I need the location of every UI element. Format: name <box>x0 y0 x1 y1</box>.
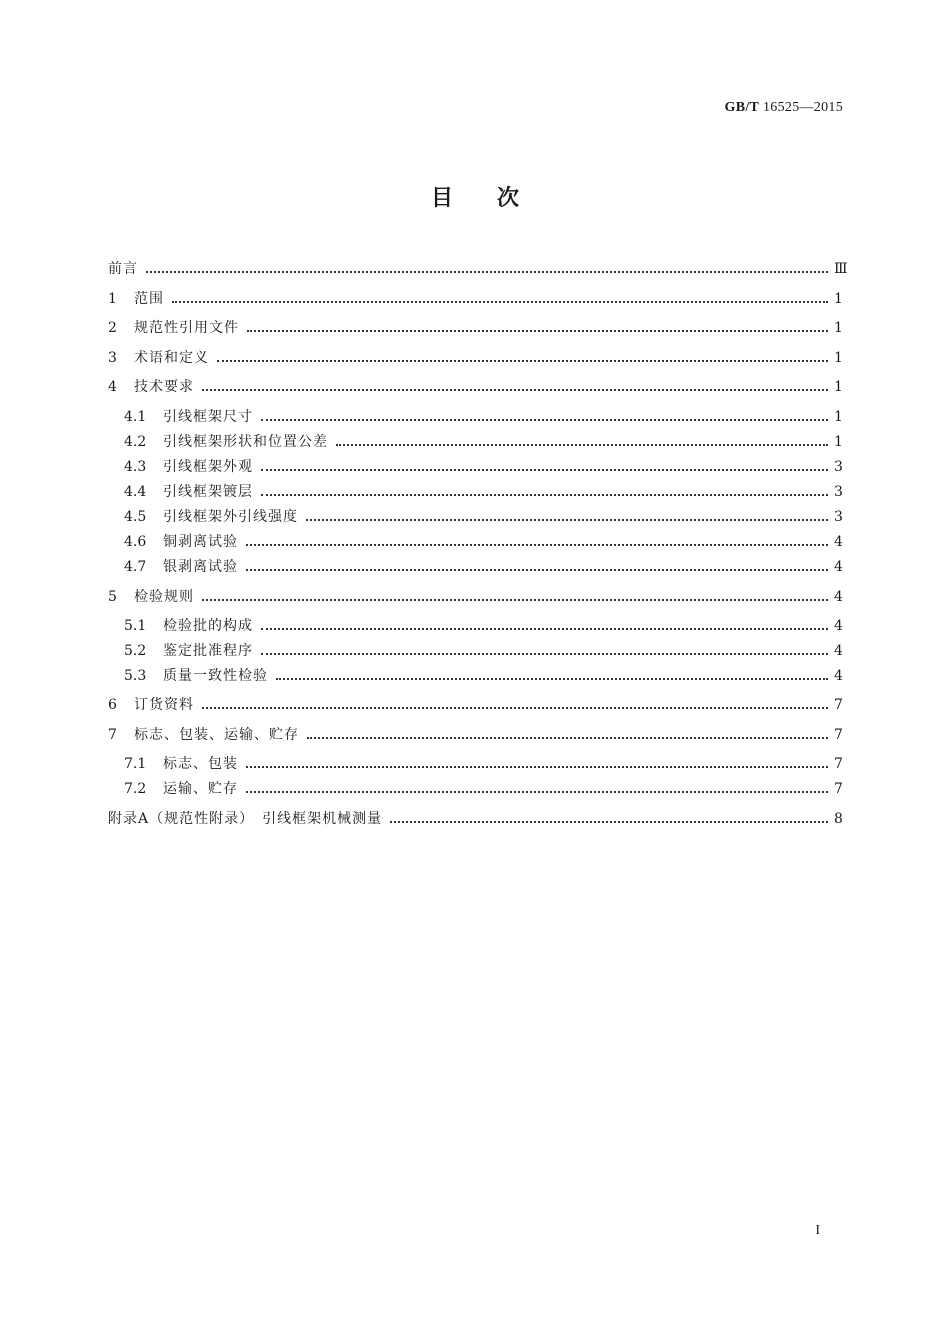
toc-entry-label: 引线框架镀层 <box>163 484 253 500</box>
page-title: 目 次 <box>430 185 519 211</box>
toc-leader-dots <box>247 330 828 332</box>
toc-entry[interactable] <box>108 586 842 606</box>
toc-entry-page: 4 <box>834 559 843 575</box>
toc-entry-label: 引线框架形状和位置公差 <box>163 434 328 450</box>
toc-entry[interactable] <box>108 531 842 551</box>
toc-entry-number: 6 <box>108 697 117 713</box>
toc-entry-page: 8 <box>834 811 843 827</box>
toc-entry-label: 鉴定批准程序 <box>163 643 253 659</box>
toc-entry-label: 引线框架外引线强度 <box>163 509 298 525</box>
toc-entry[interactable] <box>108 317 842 337</box>
toc-leader-dots <box>217 360 828 362</box>
toc-entry-page: 3 <box>834 509 843 525</box>
toc-entry-number: 4.5 <box>124 509 147 525</box>
toc-entry-number: 4.6 <box>124 534 147 550</box>
toc-entry[interactable] <box>108 456 842 476</box>
toc-leader-dots <box>307 737 828 739</box>
toc-leader-dots <box>306 519 828 521</box>
toc-entry[interactable] <box>108 347 842 367</box>
toc-leader-dots <box>336 444 828 446</box>
toc-entry-label: 规范性引用文件 <box>134 320 239 336</box>
toc-leader-dots <box>246 791 828 793</box>
toc-entry-number: 4.7 <box>124 559 147 575</box>
toc-entry-number: 4.3 <box>124 459 147 475</box>
toc-leader-dots <box>246 569 828 571</box>
toc-entry-number: 4.2 <box>124 434 147 450</box>
toc-entry-page: 4 <box>834 589 843 605</box>
toc-leader-dots <box>276 678 828 680</box>
toc-entry-number: 4 <box>108 379 117 395</box>
standard-code <box>725 100 843 116</box>
toc-entry[interactable] <box>108 753 842 773</box>
toc-entry[interactable] <box>108 640 842 660</box>
toc-entry-page: 7 <box>834 756 843 772</box>
toc-entry-number: 4.1 <box>124 409 147 425</box>
toc-entry-page: 1 <box>834 434 843 450</box>
toc-entry[interactable] <box>108 376 842 396</box>
toc-entry[interactable] <box>108 615 842 635</box>
toc-entry-page: 7 <box>834 781 843 797</box>
toc-entry-label: 检验批的构成 <box>163 618 253 634</box>
toc-entry-label: 附录A（规范性附录） 引线框架机械测量 <box>108 811 383 827</box>
toc-entry-label: 订货资料 <box>134 697 194 713</box>
toc-entry-label: 引线框架外观 <box>163 459 253 475</box>
toc-entry-number: 3 <box>108 350 117 366</box>
toc-entry-label: 前言 <box>108 261 138 277</box>
toc-entry-page: 1 <box>834 350 843 366</box>
toc-entry-page: 3 <box>834 459 843 475</box>
toc-entry-label: 质量一致性检验 <box>163 668 268 684</box>
toc-leader-dots <box>261 494 828 496</box>
toc-entry-number: 5.1 <box>124 618 147 634</box>
toc-leader-dots <box>390 821 828 823</box>
toc-entry[interactable] <box>108 665 842 685</box>
toc-entry[interactable] <box>108 288 842 308</box>
toc-entry-label: 铜剥离试验 <box>163 534 238 550</box>
toc-entry-page: 4 <box>834 643 843 659</box>
page-number: I <box>815 1223 820 1238</box>
toc-entry-label: 运输、贮存 <box>163 781 238 797</box>
toc-leader-dots <box>146 271 828 273</box>
toc-entry[interactable] <box>108 556 842 576</box>
toc-entry[interactable] <box>108 724 842 744</box>
toc-entry-page: 1 <box>834 291 843 307</box>
toc-entry-page: 4 <box>834 668 843 684</box>
toc-entry-number: 4.4 <box>124 484 147 500</box>
toc-entry-page: 7 <box>834 697 843 713</box>
toc-leader-dots <box>202 707 828 709</box>
toc-entry-label: 引线框架尺寸 <box>163 409 253 425</box>
toc-entry-number: 7.1 <box>124 756 147 772</box>
toc-entry-label: 范围 <box>134 291 164 307</box>
toc-leader-dots <box>261 628 828 630</box>
toc-leader-dots <box>172 301 828 303</box>
toc-entry-page: Ⅲ <box>834 261 848 277</box>
toc-entry-number: 2 <box>108 320 117 336</box>
toc-entry-number: 5.2 <box>124 643 147 659</box>
toc-entry[interactable] <box>108 506 842 526</box>
toc-entry[interactable] <box>108 808 842 828</box>
toc-entry-page: 1 <box>834 320 843 336</box>
toc-entry-page: 4 <box>834 534 843 550</box>
toc-entry-label: 标志、包装 <box>163 756 238 772</box>
toc-entry[interactable] <box>108 258 848 278</box>
standard-prefix: GB/T <box>724 100 760 115</box>
toc-entry[interactable] <box>108 778 842 798</box>
toc-leader-dots <box>261 469 828 471</box>
toc-entry-number: 5 <box>108 589 117 605</box>
toc-entry-label: 检验规则 <box>134 589 194 605</box>
standard-number: 16525—2015 <box>763 100 843 115</box>
toc-entry-page: 4 <box>834 618 843 634</box>
toc-entry-number: 5.3 <box>124 668 147 684</box>
toc-entry-label: 技术要求 <box>134 379 194 395</box>
toc-entry[interactable] <box>108 694 842 714</box>
toc-leader-dots <box>246 766 828 768</box>
toc-leader-dots <box>202 599 828 601</box>
toc-entry-number: 7.2 <box>124 781 147 797</box>
toc-entry-page: 3 <box>834 484 843 500</box>
toc-leader-dots <box>261 419 828 421</box>
toc-leader-dots <box>202 389 828 391</box>
toc-entry-label: 银剥离试验 <box>163 559 238 575</box>
toc-entry-label: 标志、包装、运输、贮存 <box>134 727 299 743</box>
toc-entry[interactable] <box>108 481 842 501</box>
toc-leader-dots <box>261 653 828 655</box>
toc-entry-page: 7 <box>834 727 843 743</box>
toc-entry[interactable] <box>108 406 842 426</box>
toc-entry[interactable] <box>108 431 842 451</box>
toc-entry-number: 1 <box>108 291 117 307</box>
toc-entry-page: 1 <box>834 409 843 425</box>
toc-entry-label: 术语和定义 <box>134 350 209 366</box>
toc-entry-page: 1 <box>834 379 843 395</box>
toc-entry-number: 7 <box>108 727 117 743</box>
toc-leader-dots <box>246 544 828 546</box>
